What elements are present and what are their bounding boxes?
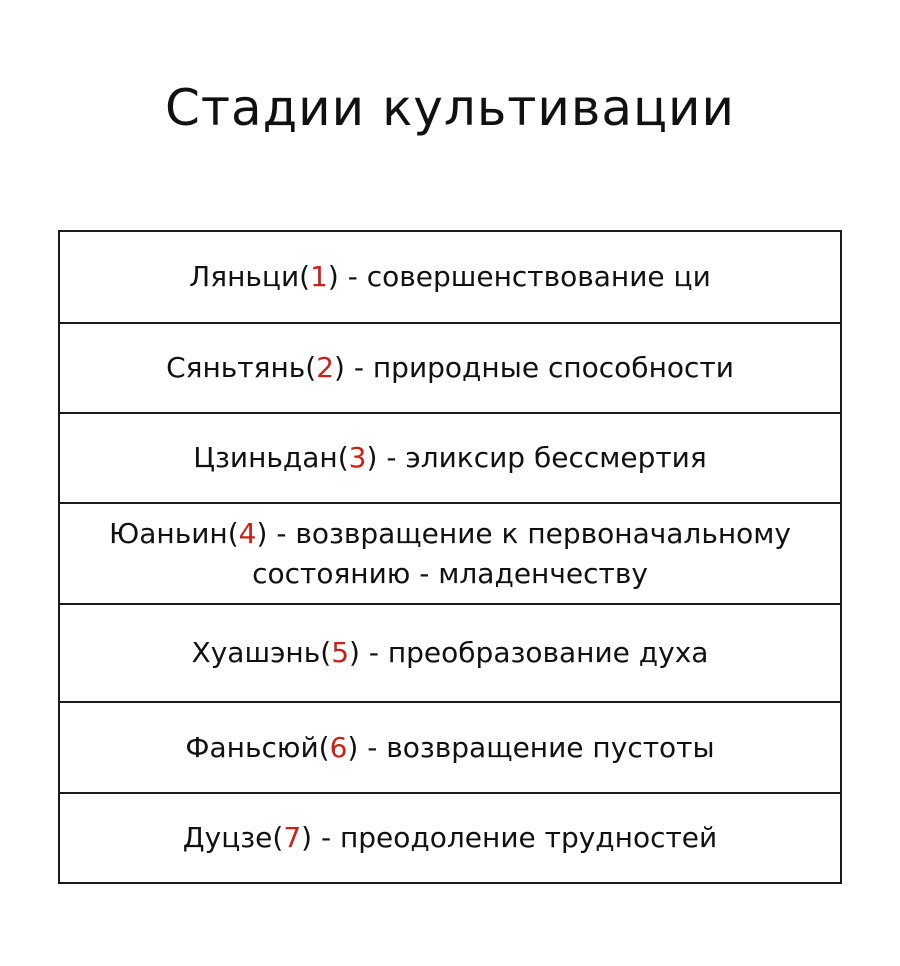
stage-text: Юаньин(4) - возвращение к первоначальному состоянию - младенчеству (109, 516, 791, 590)
stage-number: 4 (238, 516, 257, 550)
stage-name: Сяньтянь (166, 351, 306, 384)
stage-name: Ляньци (189, 260, 300, 293)
stage-meaning: совершенствование ци (366, 260, 711, 293)
stage-name: Дуцзе (182, 821, 273, 854)
stage-number: 3 (348, 441, 367, 474)
stage-name: Фаньсюй (185, 730, 319, 764)
stage-text: Хуашэнь(5) - преобразование духа (191, 636, 709, 669)
stage-row (60, 792, 840, 882)
stage-row (60, 502, 840, 603)
stage-name: Цзиньдан (193, 441, 338, 474)
stage-row (60, 232, 840, 322)
stage-number: 1 (310, 260, 328, 293)
stage-row (60, 701, 840, 792)
stage-meaning: природные способности (372, 351, 734, 384)
stage-text: Цзиньдан(3) - эликсир бессмертия (193, 441, 707, 474)
stage-meaning: возвращение к первоначальному состоянию - младенчеству (252, 516, 791, 590)
stage-text: Ляньци(1) - совершенствование ци (189, 260, 711, 293)
stage-meaning: преобразование духа (387, 636, 709, 669)
stages-table (58, 230, 842, 884)
page-title: Стадии культивации (164, 79, 736, 137)
stage-number: 2 (316, 351, 335, 384)
stage-text: Фаньсюй(6) - возвращение пустоты (185, 730, 715, 764)
stage-row (60, 322, 840, 412)
stage-number: 7 (283, 821, 302, 854)
stage-row (60, 603, 840, 701)
stage-meaning: эликсир бессмертия (405, 441, 707, 474)
stage-text: Дуцзе(7) - преодоление трудностей (182, 821, 718, 854)
stage-name: Юаньин (109, 516, 228, 550)
stage-name: Хуашэнь (191, 636, 321, 669)
stage-number: 6 (329, 730, 348, 764)
stage-text: Сяньтянь(2) - природные способности (166, 351, 734, 384)
stage-meaning: преодоление трудностей (339, 821, 718, 854)
stage-number: 5 (331, 636, 350, 669)
stage-meaning: возвращение пустоты (386, 730, 715, 764)
stage-row (60, 412, 840, 502)
